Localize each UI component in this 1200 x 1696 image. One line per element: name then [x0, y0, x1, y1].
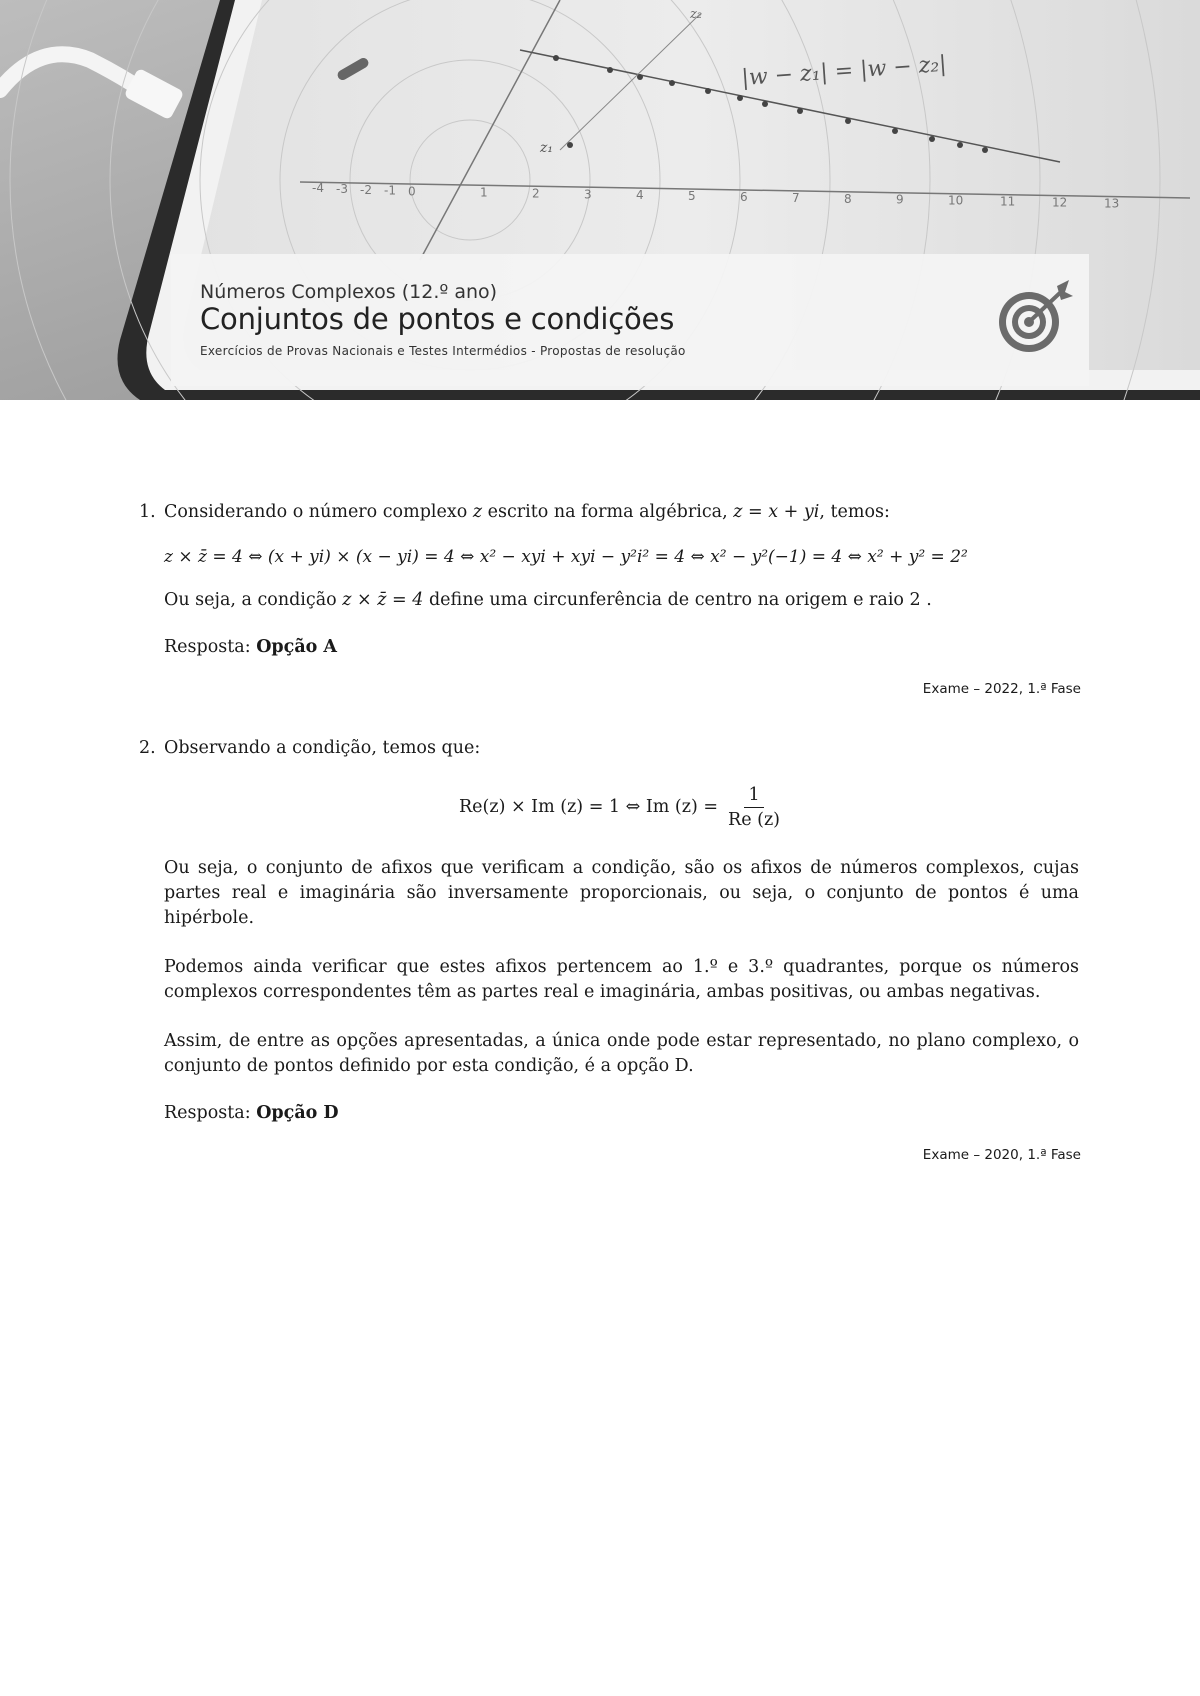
photo-tick-label: 0	[408, 184, 416, 199]
photo-tick-label: 3	[584, 187, 592, 202]
paragraph-3: Assim, de entre as opções apresentadas, a única onde pode estar representado, no plano complexo, o conjunto de pontos definido por esta condição, é a opção D.	[164, 1031, 1079, 1076]
photo-tick-label: -2	[360, 182, 372, 197]
source-reference: Exame – 2020, 1.ª Fase	[922, 1147, 1081, 1163]
photo-tick-label: 8	[844, 191, 852, 206]
source-reference: Exame – 2022, 1.ª Fase	[922, 681, 1081, 697]
conclusion-text: Ou seja, a condição	[164, 590, 343, 610]
answer-label: Resposta:	[164, 1103, 251, 1123]
question-1	[139, 500, 1079, 702]
photo-tick-label: 9	[896, 192, 904, 207]
photo-tick-label: 5	[688, 189, 696, 204]
header-banner	[0, 0, 1200, 400]
intro-text: Considerando o número complexo	[164, 502, 473, 522]
subject-label: Números Complexos (12.º ano)	[200, 281, 498, 303]
intro-text: , temos:	[819, 502, 890, 522]
photo-formula: |w − z₁| = |w − z₂|	[740, 51, 948, 91]
intro-math: z	[472, 502, 483, 522]
fraction-numerator: 1	[744, 783, 763, 808]
photo-tick-label: 2	[532, 186, 540, 201]
photo-point-label: z₁	[540, 140, 553, 156]
photo-tick-label: 13	[1104, 196, 1120, 211]
intro-text: escrito na forma algébrica,	[482, 502, 734, 522]
fraction	[724, 783, 784, 832]
question-2	[139, 736, 1079, 1168]
page-subtitle: Exercícios de Provas Nacionais e Testes Intermédios - Propostas de resolução	[200, 344, 686, 358]
photo-tick-label: -4	[312, 181, 324, 195]
equation-chain: z × z̄ = 4 ⇔ (x + yi) × (x − yi) = 4 ⇔ x² − xyi + xyi − y²i² = 4 ⇔ x² − y²(−1) = 4 ⇔ x² + y² = 2²	[164, 547, 968, 567]
page-title: Conjuntos de pontos e condições	[200, 302, 675, 336]
answer-value: Opção D	[256, 1103, 339, 1123]
centered-equation	[164, 783, 1079, 832]
photo-tick-label: 1	[480, 185, 488, 200]
fraction-denominator: Re (z)	[728, 810, 780, 830]
question-number: 2.	[139, 738, 156, 758]
answer-value: Opção A	[256, 637, 338, 657]
photo-tick-label: 4	[636, 188, 644, 203]
photo-tick-label: 6	[740, 190, 748, 204]
photo-tick-label: 10	[948, 193, 964, 208]
question-intro	[164, 500, 1079, 525]
question-number: 1.	[139, 502, 156, 522]
photo-axis-label: z₂	[690, 7, 703, 22]
main-content	[139, 500, 1079, 1168]
conclusion-text: define uma circunferência de centro na origem e raio 2 .	[423, 590, 932, 610]
paragraph-1: Ou seja, o conjunto de afixos que verificam a condição, são os afixos de números complexos, cujas partes real e imaginária são inversamente proporcionais, ou seja, o conjunto de pontos é uma hipérbole.	[164, 858, 1079, 928]
answer-label: Resposta:	[164, 637, 251, 657]
intro-math: z = x + yi	[733, 502, 820, 522]
equation-left: Re(z) × Im (z) = 1 ⇔ Im (z) =	[458, 797, 719, 817]
answer	[164, 1101, 1079, 1126]
title-card	[171, 254, 1089, 386]
photo-tick-label: 12	[1052, 195, 1068, 210]
paragraph-2: Podemos ainda verificar que estes afixos pertencem ao 1.º e 3.º quadrantes, porque os números complexos correspondentes têm as partes real e imaginária, ambas positivas, ou ambas negativas.	[164, 957, 1079, 1002]
target-icon	[991, 276, 1075, 360]
photo-tick-label: -1	[384, 183, 396, 198]
conclusion-math: z × z̄ = 4	[342, 590, 424, 610]
photo-tick-label: 7	[792, 190, 800, 205]
photo-tick-label: -3	[336, 181, 348, 196]
question-intro: Observando a condição, temos que:	[164, 738, 481, 758]
conclusion	[164, 588, 1079, 613]
answer	[164, 635, 1079, 660]
photo-tick-label: 11	[1000, 194, 1016, 209]
